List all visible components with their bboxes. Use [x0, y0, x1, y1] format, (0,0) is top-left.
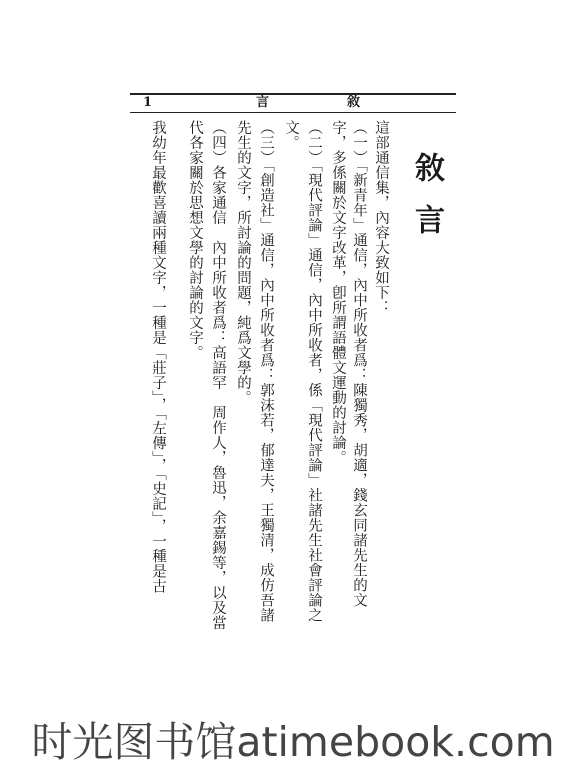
text-column: 這部通信集，內容大致如下： — [373, 120, 389, 315]
text-column: （三）「創造社」通信，內中所收者爲：郭沫若，郁達夫，王獨清，成仿吾諸 — [258, 120, 274, 623]
text-column: 代各家關於思想文學的討論的文字。 — [187, 120, 203, 360]
text-column: 我幼年最歡喜讀兩種文字，一種是「莊子」，「左傳」，「史記」，一種是古 — [150, 120, 166, 594]
text-column: 文。 — [283, 120, 299, 150]
text-column: （一）「新青年」通信，內中所收者爲：陳獨秀，胡適，錢玄同諸先生的文 — [351, 120, 367, 608]
text-column: 字，多係關於文字改革，卽所謂語體文運動的討論。 — [330, 120, 346, 465]
text-column: （四）各家通信 內中所收者爲：高語罕 周作人，魯迅，余嘉錫等，以及當 — [210, 120, 226, 630]
watermark: 时光图书馆atimebook.com — [31, 717, 555, 766]
page-number: 1 — [143, 95, 153, 110]
text-column: （二）「現代評論」通信，內中所收者，係「現代評論」社諸先生社會評論之 — [306, 120, 322, 623]
running-header-section: 言 — [256, 95, 270, 110]
running-header-chapter: 敘 — [347, 95, 361, 110]
header-rule-top — [130, 93, 456, 95]
text-column: 先生的文字，所討論的問題，純爲文學的。 — [235, 120, 251, 405]
header-rule-bottom — [130, 112, 456, 113]
chapter-title: 敘言 — [409, 152, 444, 256]
